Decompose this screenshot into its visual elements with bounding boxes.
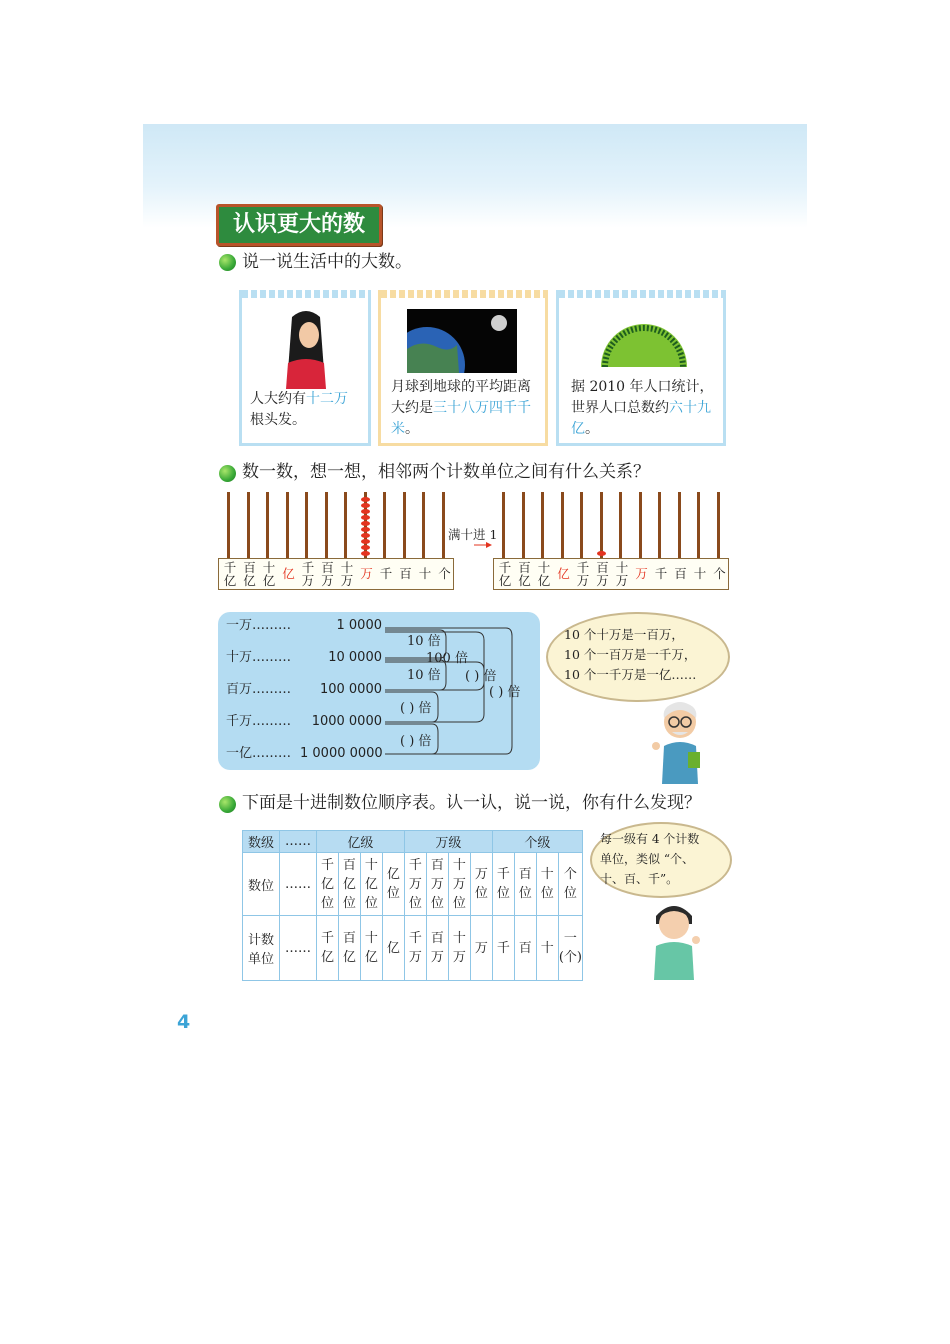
unit-value: 1 0000 0000 <box>300 746 383 761</box>
card-moon <box>378 290 548 446</box>
abacus-label: 百 万 <box>596 560 609 588</box>
abacus-bead <box>361 545 370 550</box>
abacus-rod <box>697 492 700 558</box>
table-row-header: 数位 <box>243 853 280 916</box>
table-cell: …… <box>279 916 316 981</box>
ratio-blank: ( ) 倍 <box>465 669 497 684</box>
abacus-rod <box>522 492 525 558</box>
abacus-label: 千 <box>379 566 393 581</box>
table-cell: 千 亿 <box>316 916 338 981</box>
card-border-deco <box>242 290 368 298</box>
table-cell: 万 位 <box>470 853 492 916</box>
abacus-rod <box>717 492 720 558</box>
abacus-rod <box>580 492 583 558</box>
abacus-rod <box>639 492 642 558</box>
boy-speech-text: 每一级有 4 个计数 单位，类似 “个、 十、百、千”。 <box>600 832 700 886</box>
abacus-label: 个 <box>713 566 726 581</box>
abacus-label: 亿 <box>557 566 570 581</box>
abacus-rod <box>561 492 564 558</box>
abacus-rod <box>541 492 544 558</box>
abacus-rod <box>442 492 445 558</box>
abacus-rod <box>227 492 230 558</box>
abacus-bead <box>361 551 370 556</box>
abacus-rod <box>344 492 347 558</box>
question-2: 数一数，想一想，相邻两个计数单位之间有什么关系？ <box>242 462 650 482</box>
abacus-rod <box>619 492 622 558</box>
table-header-cell: …… <box>279 831 316 853</box>
table-cell: 十 万 <box>448 916 470 981</box>
table-row <box>243 853 583 916</box>
abacus-bead <box>361 515 370 520</box>
abacus-label: 十 亿 <box>262 560 276 588</box>
table-row-header: 计数 单位 <box>243 916 280 981</box>
abacus-rod <box>247 492 250 558</box>
table-cell: 万 <box>470 916 492 981</box>
bullet-icon <box>219 254 236 271</box>
abacus-right <box>493 492 729 594</box>
table-row <box>243 916 583 981</box>
table-cell: 百 位 <box>514 853 536 916</box>
abacus-label: 百 亿 <box>518 560 531 588</box>
girl-photo-icon <box>278 305 334 389</box>
abacus-rod <box>422 492 425 558</box>
table-cell: 一 (个) <box>558 916 582 981</box>
unit-name: 一万……… <box>226 618 292 633</box>
carry-label: 满十进 1 <box>448 527 498 542</box>
table-cell: 百 万 <box>426 916 448 981</box>
abacus-label: 十 <box>693 566 707 581</box>
abacus-label: 万 <box>635 566 648 581</box>
table-cell: 亿 <box>382 916 404 981</box>
table-cell: 十 <box>536 916 558 981</box>
unit-value: 10 0000 <box>328 650 382 665</box>
abacus-label: 千 <box>654 566 668 581</box>
table-cell: 百 亿 <box>338 916 360 981</box>
abacus-bead <box>597 551 606 556</box>
table-header-cell: 亿级 <box>316 831 404 853</box>
abacus-label: 百 <box>674 566 687 581</box>
abacus-rod <box>600 492 603 558</box>
table-cell: 千 万 <box>404 916 426 981</box>
table-cell: 千 <box>492 916 514 981</box>
unit-value: 1000 0000 <box>311 714 382 729</box>
teacher-avatar-icon <box>648 700 708 784</box>
abacus-label: 个 <box>438 566 451 581</box>
ratio-blank: ( ) 倍 <box>489 685 521 700</box>
table-header-row <box>243 831 583 853</box>
table-header-cell: 个级 <box>492 831 582 853</box>
unit-name: 一亿……… <box>226 746 292 761</box>
abacus-label: 百 万 <box>321 560 334 588</box>
ratio-label: 10 倍 <box>407 668 441 683</box>
abacus-label: 十 万 <box>615 560 629 588</box>
table-cell: 十 万 位 <box>448 853 470 916</box>
abacus-label: 亿 <box>282 566 295 581</box>
table-cell: 千 亿 位 <box>316 853 338 916</box>
table-cell: 亿 位 <box>382 853 404 916</box>
abacus-bead <box>361 533 370 538</box>
card-population-text: 据 2010 年人口统计，世界人口总数约六十九亿。 <box>571 379 714 437</box>
abacus-label: 十 万 <box>340 560 354 588</box>
table-header-cell: 万级 <box>404 831 492 853</box>
population-globe-icon <box>599 299 689 369</box>
unit-name: 十万……… <box>226 650 292 665</box>
abacus-rod <box>383 492 386 558</box>
page-number: 4 <box>177 1011 191 1033</box>
card-hair <box>239 290 371 446</box>
card-moon-text: 月球到地球的平均距离大约是三十八万四千千米。 <box>391 379 531 437</box>
table-cell: 十 亿 位 <box>360 853 382 916</box>
table-header-cell: 数级 <box>243 831 280 853</box>
table-cell: 百 万 位 <box>426 853 448 916</box>
abacus-label: 十 <box>418 566 432 581</box>
question-1: 说一说生活中的大数。 <box>242 252 412 272</box>
ratio-label: 100 倍 <box>426 651 468 666</box>
abacus-left-labels <box>218 558 454 590</box>
abacus-bead <box>361 521 370 526</box>
abacus-rod <box>305 492 308 558</box>
table-cell: 个 位 <box>558 853 582 916</box>
table-cell: …… <box>279 853 316 916</box>
card-population <box>556 290 726 446</box>
earth-moon-icon <box>407 309 517 373</box>
section-title: 认识更大的数 <box>216 204 382 246</box>
abacus-rod <box>286 492 289 558</box>
table-cell: 十 亿 <box>360 916 382 981</box>
bullet-icon <box>219 796 236 813</box>
question-3: 下面是十进制数位顺序表。认一认，说一说，你有什么发现？ <box>242 793 701 813</box>
table-cell: 百 <box>514 916 536 981</box>
unit-value: 100 0000 <box>319 682 382 697</box>
abacus-rod <box>678 492 681 558</box>
abacus-rod <box>325 492 328 558</box>
abacus-label: 百 亿 <box>243 560 256 588</box>
abacus-label: 千 亿 <box>223 560 237 588</box>
abacus-rod <box>403 492 406 558</box>
teacher-speech-text: 10 个十万是一百万， 10 个一百万是一千万， 10 个一千万是一亿…… <box>564 627 697 682</box>
ratio-label: 10 倍 <box>407 634 441 649</box>
card-border-deco <box>381 290 545 298</box>
abacus-label: 千 亿 <box>498 560 512 588</box>
table-cell: 千 位 <box>492 853 514 916</box>
card-hair-text: 人大约有十二万 根头发。 <box>250 391 348 428</box>
arrow-right-icon <box>474 541 492 549</box>
bullet-icon <box>219 465 236 482</box>
abacus-label: 千 万 <box>576 560 590 588</box>
abacus-bead <box>361 527 370 532</box>
abacus-rod <box>502 492 505 558</box>
table-cell: 千 万 位 <box>404 853 426 916</box>
abacus-rod <box>266 492 269 558</box>
abacus-right-labels <box>493 558 729 590</box>
place-value-table <box>242 830 583 981</box>
abacus-bead <box>361 497 370 502</box>
abacus-label: 万 <box>360 566 373 581</box>
unit-name: 百万……… <box>226 682 292 697</box>
ratio-blank: ( ) 倍 <box>400 701 432 716</box>
abacus-label: 千 万 <box>301 560 315 588</box>
unit-value: 1 0000 <box>336 618 382 633</box>
abacus-left <box>218 492 454 594</box>
abacus-label: 百 <box>399 566 412 581</box>
card-border-deco <box>559 290 723 298</box>
abacus-label: 十 亿 <box>537 560 551 588</box>
abacus-rod <box>658 492 661 558</box>
ratio-blank: ( ) 倍 <box>400 734 432 749</box>
table-cell: 十 位 <box>536 853 558 916</box>
abacus-bead <box>361 509 370 514</box>
abacus-bead <box>361 539 370 544</box>
abacus-bead <box>361 503 370 508</box>
unit-name: 千万……… <box>226 714 292 729</box>
table-cell: 百 亿 位 <box>338 853 360 916</box>
boy-avatar-icon <box>646 896 702 980</box>
